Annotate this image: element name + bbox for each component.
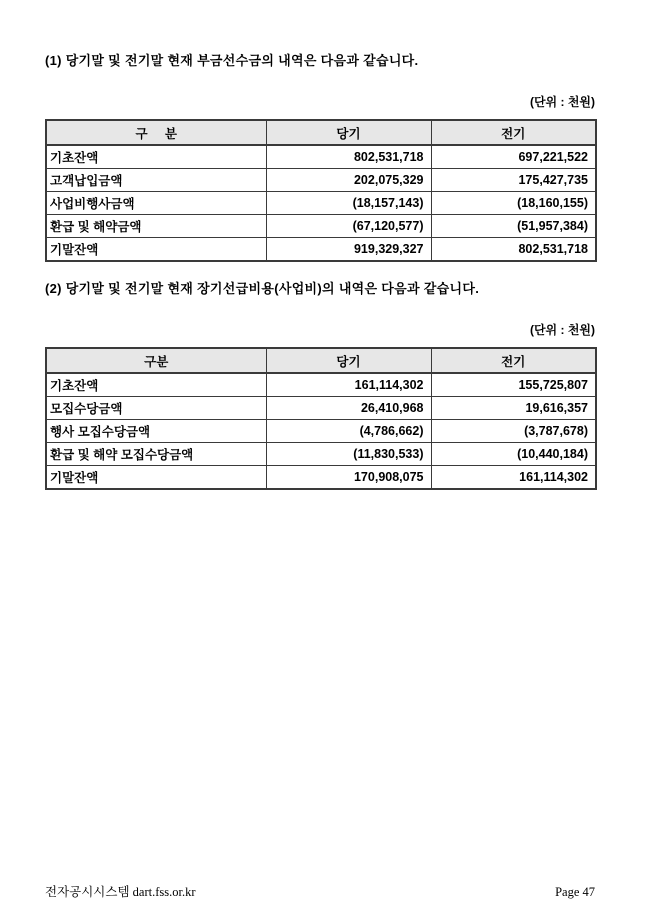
col-header-prior-period: 전기 bbox=[431, 348, 596, 373]
current-period-value: 26,410,968 bbox=[266, 397, 431, 420]
row-label: 모집수당금액 bbox=[46, 397, 266, 420]
section-2-table bbox=[45, 347, 597, 490]
row-label: 기초잔액 bbox=[46, 373, 266, 397]
current-period-value: 202,075,329 bbox=[266, 169, 431, 192]
row-label: 환급 및 해약 모집수당금액 bbox=[46, 443, 266, 466]
table-row bbox=[46, 420, 596, 443]
prior-period-value: (18,160,155) bbox=[431, 192, 596, 215]
current-period-value: 170,908,075 bbox=[266, 466, 431, 490]
table-row bbox=[46, 466, 596, 490]
table-row bbox=[46, 397, 596, 420]
current-period-value: 919,329,327 bbox=[266, 238, 431, 262]
footer-page-number: Page 47 bbox=[555, 885, 595, 899]
section-2-heading: (2) 당기말 및 전기말 현재 장기선급비용(사업비)의 내역은 다음과 같습니다. bbox=[45, 281, 480, 296]
col-header-category: 구 분 bbox=[46, 120, 266, 145]
table-row bbox=[46, 215, 596, 238]
row-label: 기말잔액 bbox=[46, 466, 266, 490]
prior-period-value: (3,787,678) bbox=[431, 420, 596, 443]
prior-period-value: 155,725,807 bbox=[431, 373, 596, 397]
prior-period-value: (51,957,384) bbox=[431, 215, 596, 238]
current-period-value: 161,114,302 bbox=[266, 373, 431, 397]
current-period-value: (67,120,577) bbox=[266, 215, 431, 238]
col-header-category: 구분 bbox=[46, 348, 266, 373]
row-label: 사업비행사금액 bbox=[46, 192, 266, 215]
table-row bbox=[46, 169, 596, 192]
table-header-row bbox=[46, 120, 596, 145]
table-row bbox=[46, 373, 596, 397]
table-row bbox=[46, 443, 596, 466]
prior-period-value: 697,221,522 bbox=[431, 145, 596, 169]
prior-period-value: (10,440,184) bbox=[431, 443, 596, 466]
current-period-value: (11,830,533) bbox=[266, 443, 431, 466]
page-footer bbox=[45, 882, 595, 900]
current-period-value: (4,786,662) bbox=[266, 420, 431, 443]
table-row bbox=[46, 192, 596, 215]
prior-period-value: 802,531,718 bbox=[431, 238, 596, 262]
row-label: 환급 및 해약금액 bbox=[46, 215, 266, 238]
row-label: 고객납입금액 bbox=[46, 169, 266, 192]
col-header-current-period: 당기 bbox=[266, 120, 431, 145]
row-label: 기초잔액 bbox=[46, 145, 266, 169]
prior-period-value: 161,114,302 bbox=[431, 466, 596, 490]
section-1-table bbox=[45, 119, 597, 262]
table-row bbox=[46, 238, 596, 262]
section-deposits-received bbox=[45, 50, 595, 262]
document-content bbox=[45, 0, 595, 490]
col-header-prior-period: 전기 bbox=[431, 120, 596, 145]
prior-period-value: 175,427,735 bbox=[431, 169, 596, 192]
table-header-row bbox=[46, 348, 596, 373]
footer-system-name: 전자공시시스템 dart.fss.or.kr bbox=[45, 885, 196, 899]
section-2-unit-label: (단위 : 천원) bbox=[529, 323, 595, 337]
section-1-heading: (1) 당기말 및 전기말 현재 부금선수금의 내역은 다음과 같습니다. bbox=[45, 53, 419, 68]
col-header-current-period: 당기 bbox=[266, 348, 431, 373]
prior-period-value: 19,616,357 bbox=[431, 397, 596, 420]
current-period-value: 802,531,718 bbox=[266, 145, 431, 169]
table-row bbox=[46, 145, 596, 169]
row-label: 기말잔액 bbox=[46, 238, 266, 262]
section-longterm-prepaid-expenses bbox=[45, 278, 595, 490]
section-1-unit-label: (단위 : 천원) bbox=[529, 95, 595, 109]
current-period-value: (18,157,143) bbox=[266, 192, 431, 215]
row-label: 행사 모집수당금액 bbox=[46, 420, 266, 443]
